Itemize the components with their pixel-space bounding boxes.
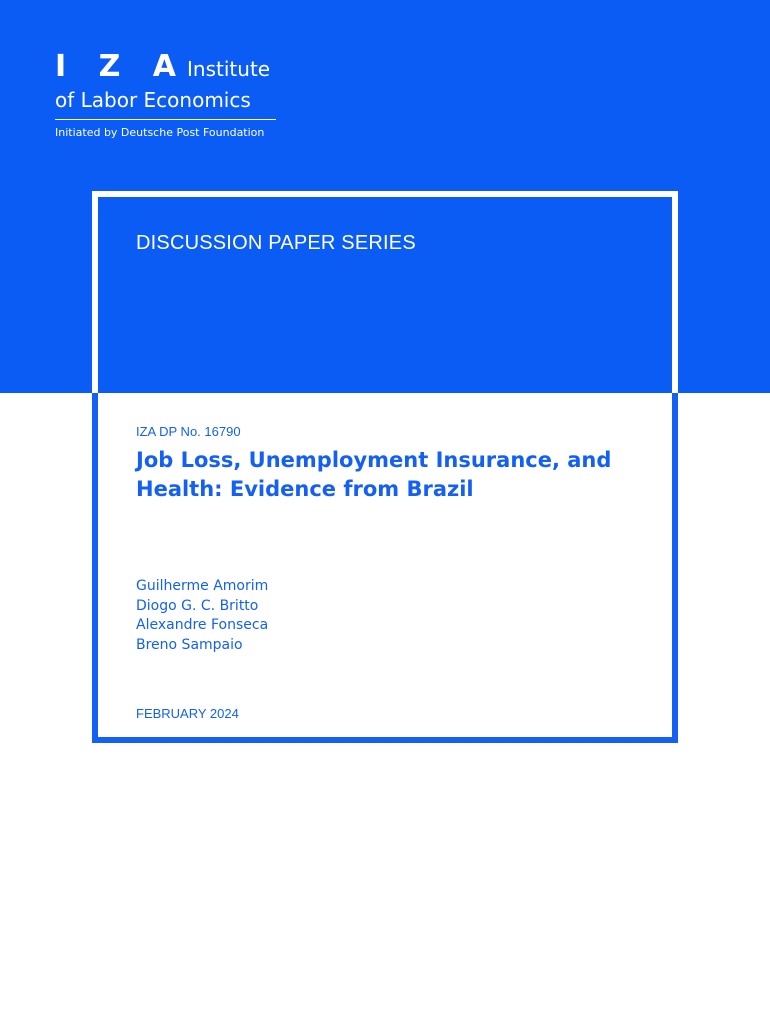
paper-title-line-2: Health: Evidence from Brazil [136, 477, 474, 501]
author-name: Guilherme Amorim [136, 578, 269, 594]
logo-tagline: Initiated by Deutsche Post Foundation [55, 126, 265, 139]
logo-mark: I Z A [55, 49, 188, 84]
logo-divider [55, 119, 276, 120]
logo-subtitle: of Labor Economics [55, 88, 251, 112]
author-name: Breno Sampaio [136, 636, 243, 653]
logo-institute: Institute [187, 57, 271, 81]
iza-logo [55, 49, 285, 140]
paper-title [136, 446, 636, 504]
paper-number: IZA DP No. 16790 [136, 424, 241, 439]
logo-line-1 [55, 49, 285, 86]
publication-date: FEBRUARY 2024 [136, 706, 239, 721]
series-label: DISCUSSION PAPER SERIES [136, 232, 416, 254]
author-list [136, 577, 268, 655]
author-name: Alexandre Fonseca [136, 617, 269, 633]
paper-title-line-1: Job Loss, Unemployment Insurance, and [136, 448, 612, 472]
author-name: Diogo G. C. Britto [136, 597, 259, 614]
